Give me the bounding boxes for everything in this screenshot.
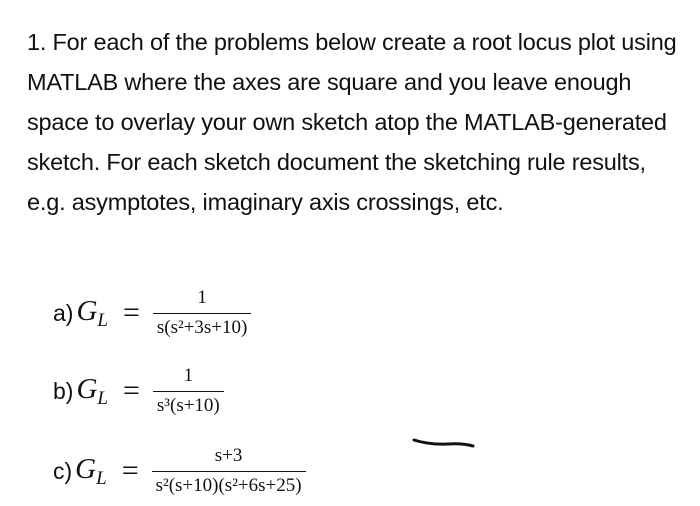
- numerator: 1: [197, 287, 207, 308]
- equals-sign: =: [122, 374, 140, 407]
- equation-label: c): [53, 457, 73, 484]
- denominator: s³(s+10): [153, 391, 224, 418]
- equation-label: b): [53, 377, 74, 404]
- denominator: s(s²+3s+10): [153, 313, 251, 340]
- problem-statement: 1. For each of the problems below create a root locus plot using MATLAB where the axes are square and you leave enough space to overlay your own sketch atop the MATLAB-generated sketch. For each sketch document the sketching rule results, e.g. asymptotes, imaginary axis crossings, etc.: [27, 29, 677, 215]
- denominator: s²(s+10)(s²+6s+25): [152, 471, 306, 498]
- transfer-function-symbol: $G_L$: [76, 294, 108, 331]
- equals-sign: =: [122, 296, 140, 329]
- numerator: s+3: [214, 445, 243, 466]
- equation-label: a): [53, 299, 74, 326]
- numerator: 1: [183, 365, 194, 386]
- transfer-function-symbol: $G_L$: [75, 452, 107, 489]
- transfer-function-symbol: $G_L$: [76, 372, 108, 409]
- equals-sign: =: [121, 454, 139, 487]
